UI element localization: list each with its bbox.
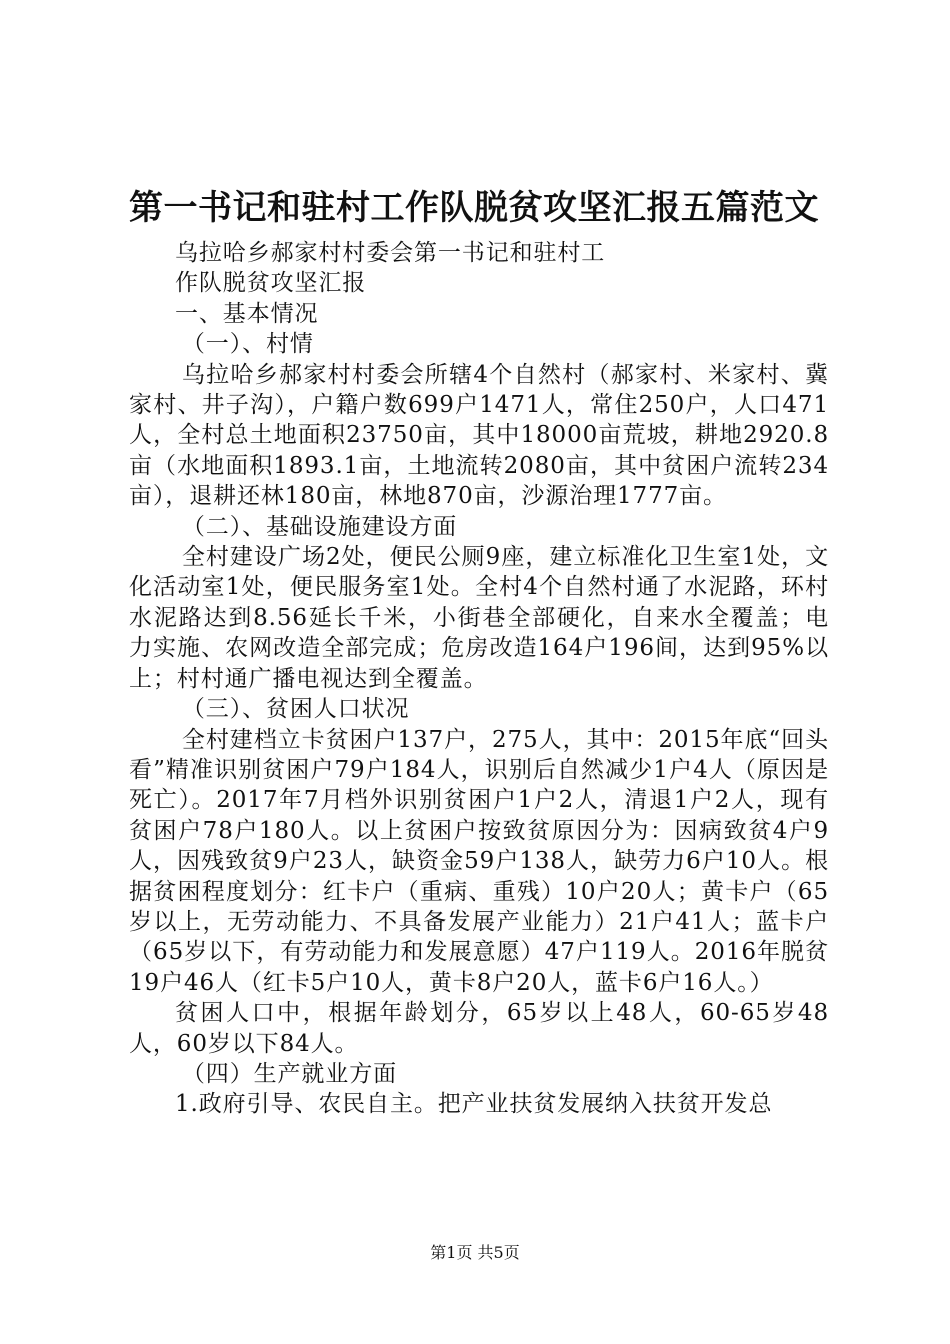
paragraph: 贫困人口中，根据年龄划分，65岁以上48人，60-65岁48人，60岁以下84人。 [129, 1000, 829, 1057]
subsection-heading: （一）、村情 [181, 331, 314, 358]
subsection-heading: （四）生产就业方面 [181, 1060, 397, 1087]
paragraph: 作队脱贫攻坚汇报 [175, 270, 367, 297]
page-number: 第1页 共5页 [430, 1243, 520, 1262]
subsection-heading: （二）、基础设施建设方面 [181, 513, 458, 540]
paragraph: 全村建设广场2处，便民公厕9座，建立标准化卫生室1处，文化活动室1处，便民服务室1处。全村4个自然村通了水泥路，环村水泥路达到8.56延长千米，小街巷全部硬化，自来水全覆盖；电力实施、农网改造全部完成；危房改造164户196间，达到95%以上；村村通广播电视达到全覆盖。 [129, 544, 829, 692]
paragraph: 乌拉哈乡郝家村村委会第一书记和驻村工 [175, 240, 606, 266]
subsection-heading: （三）、贫困人口状况 [181, 696, 410, 723]
document-body [129, 238, 829, 1120]
paragraph: 乌拉哈乡郝家村村委会所辖4个自然村（郝家村、米家村、冀家村、井子沟），户籍户数699户1471人，常住250户，人口471人，全村总土地面积23750亩，其中18000亩荒坡，耕地2920.8亩（水地面积1893.1亩，土地流转2080亩，其中贫困户流转234亩），退耕还林180亩，林地870亩，沙源治理1777亩。 [129, 361, 829, 510]
document-title: 第一书记和驻村工作队脱贫攻坚汇报五篇范文 [129, 188, 819, 228]
section-heading: 一、基本情况 [175, 300, 319, 327]
paragraph: 1.政府引导、农民自主。把产业扶贫发展纳入扶贫开发总 [175, 1091, 773, 1118]
paragraph: 全村建档立卡贫困户137户，275人，其中：2015年底“回头看”精准识别贫困户79户184人，识别后自然减少1户4人（原因是死亡）。2017年7月档外识别贫困户1户2人，清退1户2人，现有贫困户78户180人。以上贫困户按致贫原因分为：因病致贫4户9人，因残致贫9户23人，缺资金59户138人，缺劳力6户10人。根据贫困程度划分：红卡户（重病、重残）10户20人；黄卡户（65岁以上，无劳动能力、不具备发展产业能力）21户41人；蓝卡户（65岁以下，有劳动能力和发展意愿）47户119人。2016年脱贫19户46人（红卡5户10人，黄卡8户20人，蓝卡6户16人。） [129, 726, 829, 996]
